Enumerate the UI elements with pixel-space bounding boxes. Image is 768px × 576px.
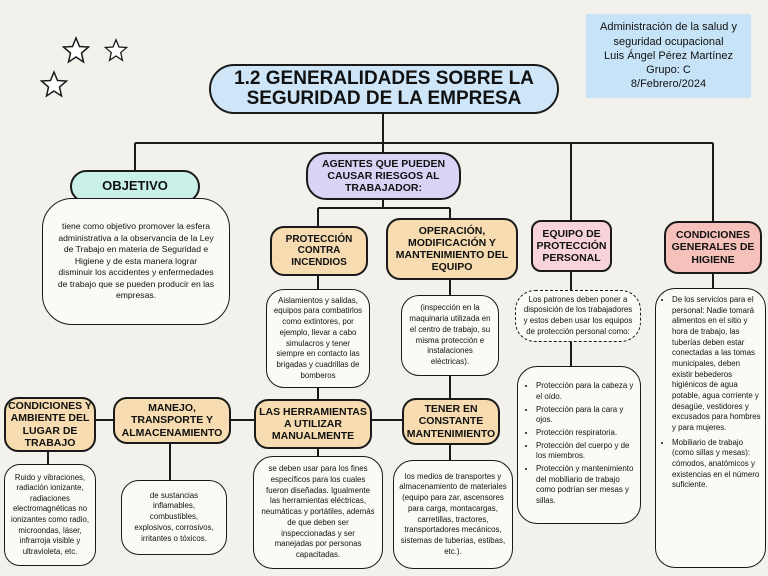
conditions-node — [4, 397, 96, 452]
hygiene-label: CONDICIONES GENERALES DE HIGIENE — [671, 229, 755, 266]
hygiene-list — [660, 295, 761, 493]
ppe-list-box — [517, 366, 641, 524]
maintenance-text: los medios de transportes y almacenamiento de materiales (equipo para zar, ascensores para carga, montacargas, carretillas, tractores, transportadores mecánicos, sistemas de tuberías, estibas, etc.). — [399, 471, 507, 556]
conditions-box — [4, 464, 96, 566]
maintenance-label: TENER EN CONSTANTE MANTENIMIENTO — [406, 403, 496, 440]
fire-protection-text: Aislamientos y salidas, equipos para combatirlos como extintores, por ejemplo, llevar a cabo simulacros y tener siempre en contacto las brigadas y cuadrillas de bomberos — [273, 295, 363, 380]
handling-box — [121, 480, 227, 555]
handling-node — [113, 397, 231, 444]
objective-text-box — [42, 198, 230, 325]
course-subject: Administración de la salud y seguridad ocupacional — [600, 21, 737, 48]
tools-label: LAS HERRAMIENTAS A UTILIZAR MANUALMENTE — [259, 405, 367, 443]
list-item: • Protección del cuerpo y de los miembros. — [536, 441, 636, 462]
star-icon — [104, 38, 128, 62]
list-item: • Protección para la cabeza y el oído. — [536, 381, 636, 402]
ppe-list — [522, 381, 636, 508]
author-name: Luis Ángel Pérez Martínez — [603, 49, 733, 62]
hygiene-node — [664, 221, 762, 274]
agents-node — [306, 152, 461, 200]
hygiene-list-box — [655, 288, 766, 568]
tools-text: se deben usar para los fines específicos para los cuales fueron diseñadas. Igualmente las herramientas eléctricas, neumáticas y portátiles, además de que deben ser inspeccionadas y ser manejadas por personas capacitadas. — [261, 464, 375, 559]
tools-node — [254, 399, 372, 449]
fire-protection-box — [266, 289, 370, 388]
fire-protection-node — [270, 226, 368, 276]
list-item: • Mobiliario de trabajo (como sillas y mesas): cómodos, anatómicos y existencias en el número suficiente. — [672, 438, 761, 491]
list-item: • Protección y mantenimiento del mobiliario de trabajo como podrían ser mesas y sillas. — [536, 464, 636, 507]
objective-label: OBJETIVO — [102, 178, 168, 194]
ppe-intro-text: Los patrones deben poner a disposición de los trabajadores y estos deben usar los equipos de protección personal como: — [523, 294, 633, 336]
group-label: Grupo: C — [646, 64, 691, 77]
maintenance-box — [393, 460, 513, 569]
conditions-label: CONDICIONES Y AMBIENTE DEL LUGAR DE TRABAJO — [8, 400, 92, 449]
date-label: 8/Febrero/2024 — [630, 78, 707, 91]
list-item: • Protección respiratoria. — [536, 428, 636, 439]
handling-text: de sustancias inflamables, combustibles, explosivos, corrosivos, irritantes o tóxicos. — [134, 490, 214, 543]
objective-text: tiene como objetivo promover la esfera administrativa a la observancia de la Ley de Trabajo en materia de Seguridad e Higiene y de esta manera lograr disminuir los accidentes y enfermedades de trabajo que se pueden producir en las empresas. — [57, 220, 215, 301]
list-item: • De los servicios para el personal: Nadie tomará alimentos en el sitio y hora de trabajo, las tuberías deben estar conectadas a las tomas municipales, deben existir bebederos higiénicos de agua potable, agua corriente y desagüe, vestidores y excusados para hombres y para mujeres. — [672, 295, 761, 434]
operation-box — [401, 295, 499, 376]
main-title — [209, 64, 559, 114]
tools-box — [253, 456, 383, 569]
operation-label: OPERACIÓN, MODIFICACIÓN Y MANTENIMIENTO DEL EQUIPO — [395, 224, 509, 274]
ppe-node — [531, 220, 612, 272]
main-title-text: 1.2 GENERALIDADES SOBRE LA SEGURIDAD DE LA EMPRESA — [234, 68, 534, 109]
ppe-label: EQUIPO DE PROTECCIÓN PERSONAL — [536, 227, 607, 265]
star-icon — [40, 70, 68, 98]
conditions-text: Ruido y vibraciones, radiación ionizante, radiaciones electromagnéticas no ionizantes como radio, microondas, láser, infrarroja visible y ultravioleta, etc. — [10, 472, 89, 556]
operation-node — [386, 218, 518, 280]
ppe-intro-box — [515, 290, 641, 342]
fire-protection-label: PROTECCIÓN CONTRA INCENDIOS — [285, 233, 353, 268]
operation-text: (inspección en la maquinaria utilizada en el centro de trabajo, su misma protección e instalaciones eléctricas). — [409, 303, 491, 366]
handling-label: MANEJO, TRANSPORTE Y ALMACENAMIENTO — [121, 402, 223, 439]
course-info-box — [586, 14, 751, 98]
maintenance-node — [402, 398, 500, 445]
list-item: • Protección para la cara y ojos. — [536, 405, 636, 426]
agents-label: AGENTES QUE PUEDEN CAUSAR RIESGOS AL TRABAJADOR: — [321, 157, 446, 195]
star-icon — [62, 36, 90, 64]
